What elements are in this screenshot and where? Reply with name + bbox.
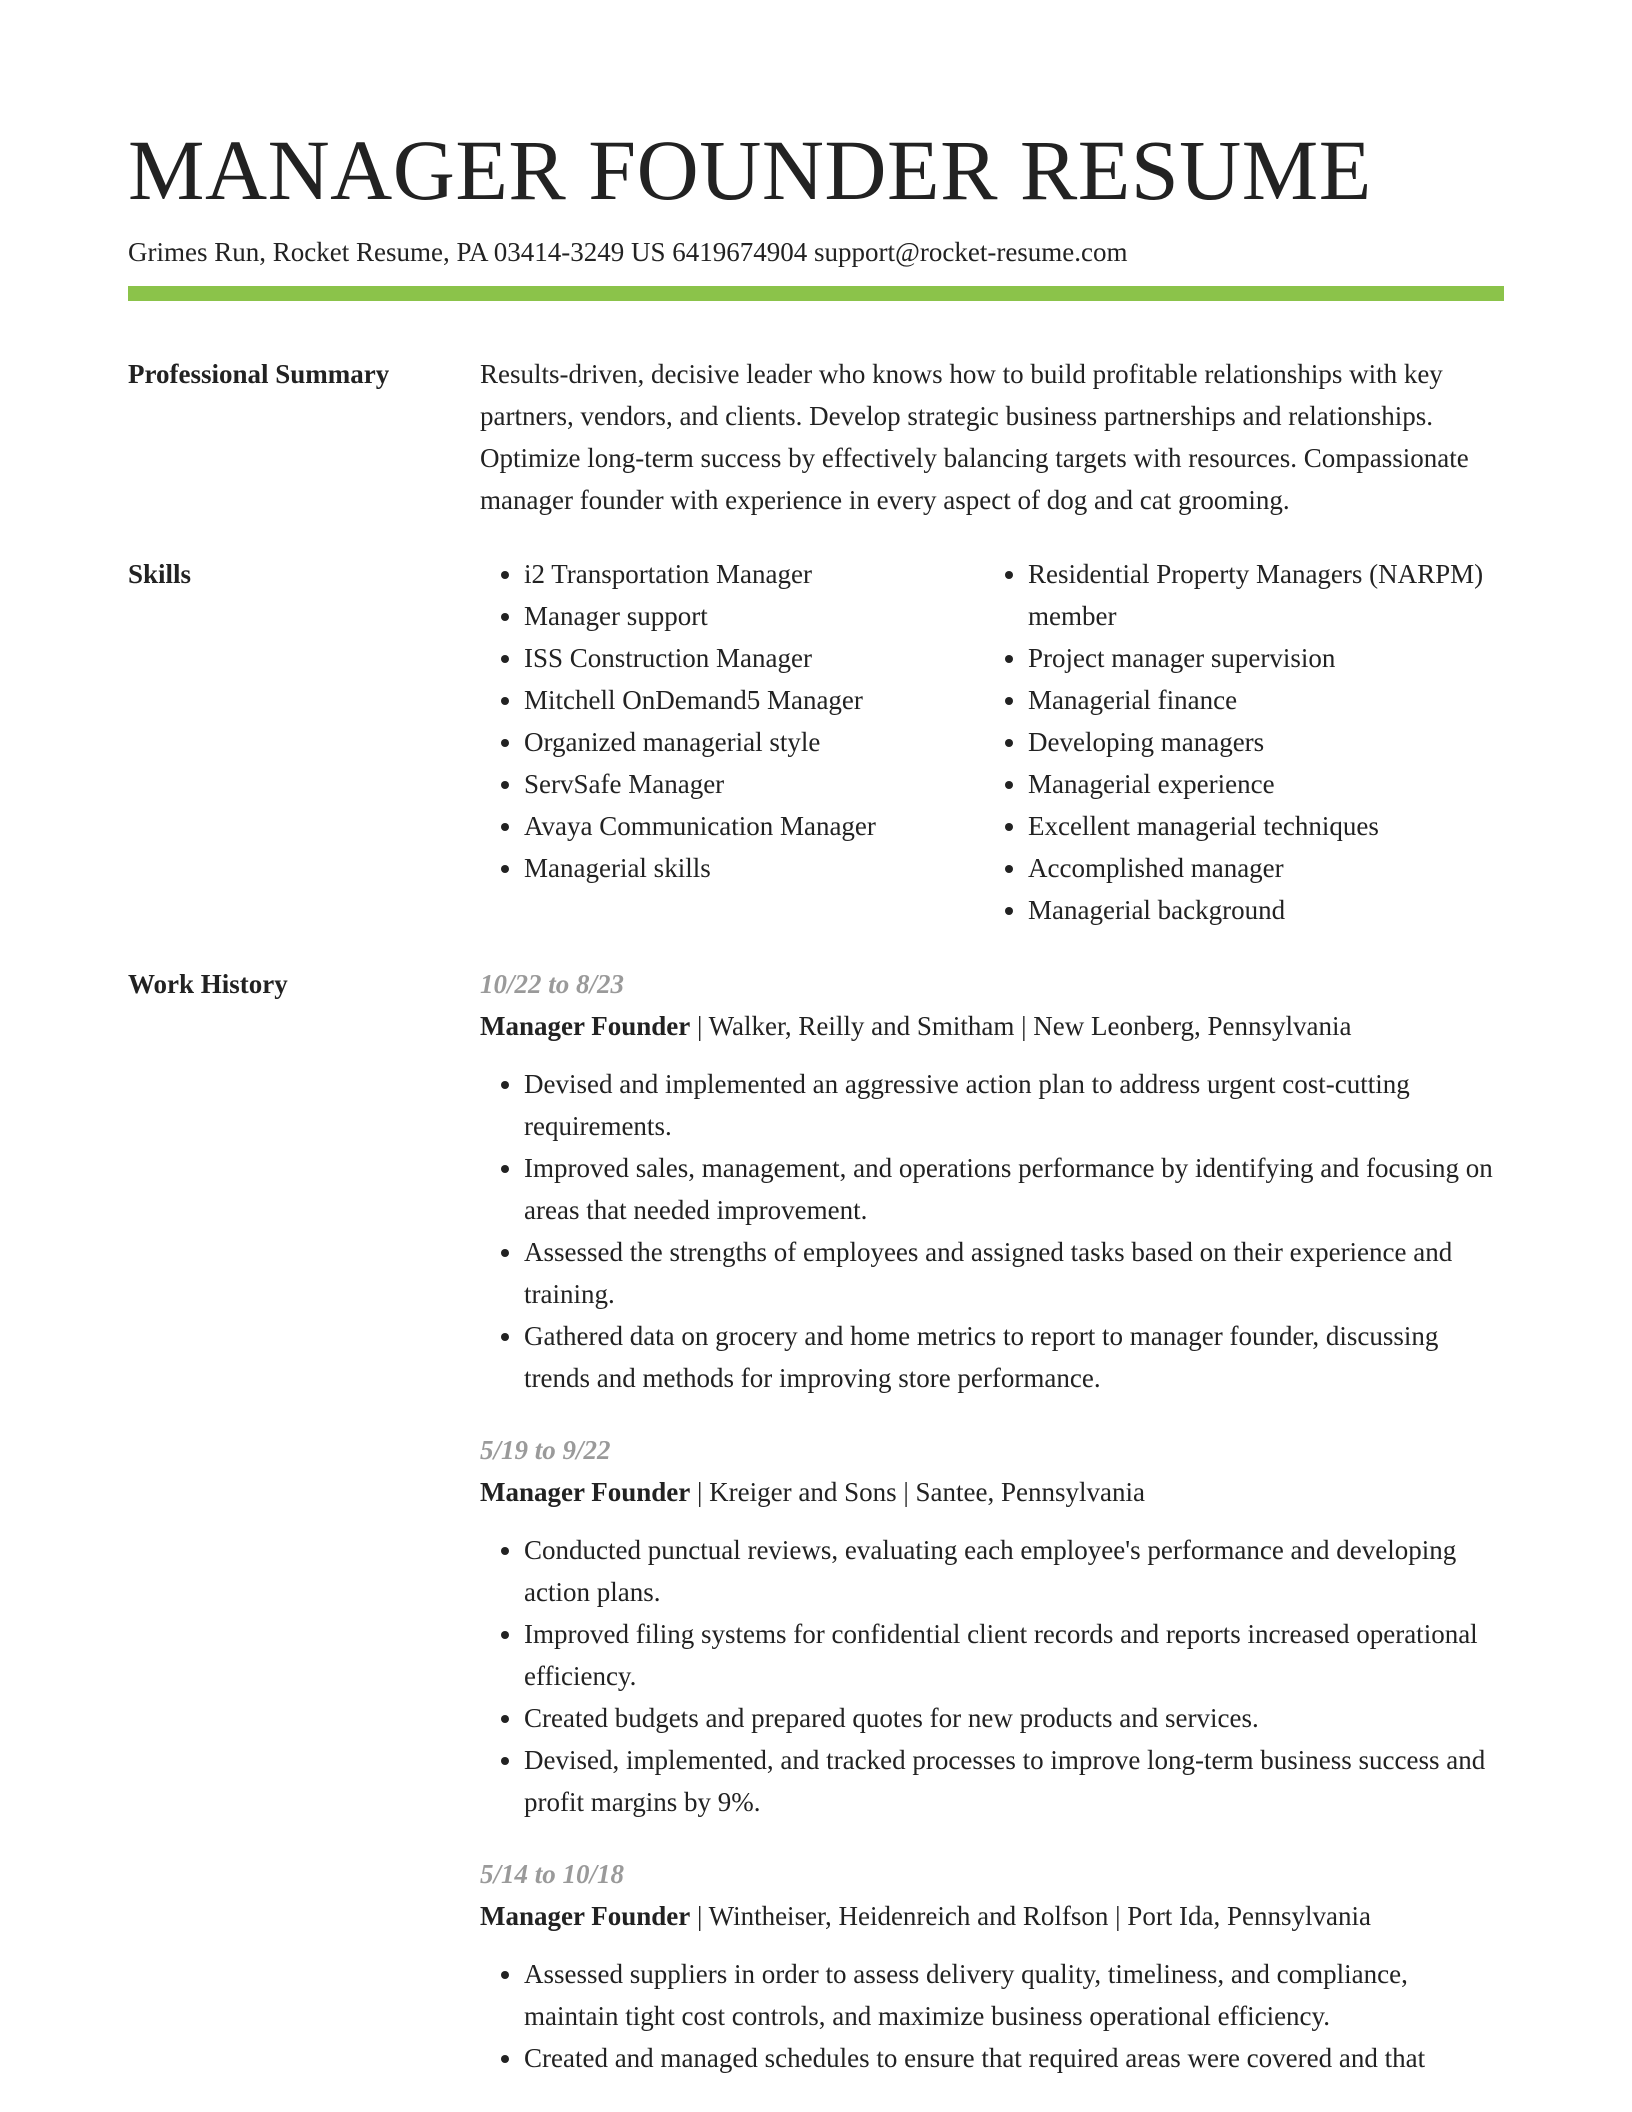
skill-item: • Developing managers	[1028, 721, 1504, 763]
job-dates: 10/22 to 8/23	[480, 969, 625, 999]
skill-item: • Managerial finance	[1028, 679, 1504, 721]
job-title: Manager Founder	[480, 1901, 691, 1931]
skills-list-left	[480, 553, 984, 931]
job-location: Santee, Pennsylvania	[915, 1477, 1145, 1507]
job-company: Wintheiser, Heidenreich and Rolfson	[708, 1901, 1109, 1931]
job-separator: |	[690, 1011, 709, 1041]
duty-item: • Devised and implemented an aggressive action plan to address urgent cost-cutting requirements.	[524, 1063, 1504, 1147]
job-separator: |	[1014, 1011, 1034, 1041]
job-separator: |	[690, 1477, 710, 1507]
duty-item: • Improved filing systems for confidential client records and reports increased operational efficiency.	[524, 1613, 1504, 1697]
skill-item: • Managerial background	[1028, 889, 1504, 931]
job-duties	[480, 1953, 1504, 2079]
skill-item: • Accomplished manager	[1028, 847, 1504, 889]
skills-list-right	[984, 553, 1504, 931]
contact-line: Grimes Run, Rocket Resume, PA 03414-3249 US 6419674904 support@rocket-resume.com	[128, 237, 1128, 267]
skill-item: • ServSafe Manager	[524, 763, 984, 805]
skill-item: • Avaya Communication Manager	[524, 805, 984, 847]
job-location: New Leonberg, Pennsylvania	[1033, 1011, 1352, 1041]
job-location: Port Ida, Pennsylvania	[1127, 1901, 1372, 1931]
skill-item: • Excellent managerial techniques	[1028, 805, 1504, 847]
skills-section	[128, 553, 1504, 931]
skill-item: • ISS Construction Manager	[524, 637, 984, 679]
resume-page	[128, 0, 1504, 2109]
duty-item: • Conducted punctual reviews, evaluating each employee's performance and developing action plans.	[524, 1529, 1504, 1613]
duty-item: • Improved sales, management, and operations performance by identifying and focusing on areas that needed improvement.	[524, 1147, 1504, 1231]
duty-item: • Created and managed schedules to ensure that required areas were covered and that	[524, 2037, 1504, 2079]
job-heading	[480, 1005, 1504, 1047]
resume-title: MANAGER FOUNDER RESUME	[128, 122, 1372, 218]
job-entry	[480, 963, 1504, 1399]
duty-item: • Created budgets and prepared quotes for new products and services.	[524, 1697, 1504, 1739]
duty-item: • Assessed suppliers in order to assess delivery quality, timeliness, and compliance, maintain tight cost controls, and maximize business operational efficiency.	[524, 1953, 1504, 2037]
duty-item: • Devised, implemented, and tracked processes to improve long-term business success and profit margins by 9%.	[524, 1739, 1504, 1823]
job-title: Manager Founder	[480, 1477, 691, 1507]
duty-item: • Assessed the strengths of employees and assigned tasks based on their experience and training.	[524, 1231, 1504, 1315]
job-title: Manager Founder	[480, 1011, 691, 1041]
job-entry	[480, 1429, 1504, 1823]
job-company: Kreiger and Sons	[709, 1477, 897, 1507]
skill-item: • Manager support	[524, 595, 984, 637]
job-heading	[480, 1471, 1504, 1513]
skill-item: • Organized managerial style	[524, 721, 984, 763]
accent-divider	[128, 286, 1504, 301]
job-duties	[480, 1529, 1504, 1823]
job-separator: |	[690, 1901, 709, 1931]
job-dates: 5/14 to 10/18	[480, 1859, 625, 1889]
skill-item: • Mitchell OnDemand5 Manager	[524, 679, 984, 721]
job-dates: 5/19 to 9/22	[480, 1435, 611, 1465]
summary-text: Results-driven, decisive leader who knows how to build profitable relationships with key partners, vendors, and clients. Develop strategic business partnerships and relationships. Optimize long-term success by effectively balancing targets with resources. Compassionate manager founder with experience in every aspect of dog and cat grooming.	[480, 359, 1469, 515]
duty-item: • Gathered data on grocery and home metrics to report to manager founder, discussing trends and methods for improving store performance.	[524, 1315, 1504, 1399]
skill-item: • Project manager supervision	[1028, 637, 1504, 679]
skill-item: • Managerial skills	[524, 847, 984, 889]
summary-section	[128, 353, 1504, 521]
job-company: Walker, Reilly and Smitham	[708, 1011, 1015, 1041]
job-duties	[480, 1063, 1504, 1399]
skills-heading: Skills	[128, 559, 192, 589]
skill-item: • Residential Property Managers (NARPM) member	[1028, 553, 1504, 637]
job-entry	[480, 1853, 1504, 2079]
skill-item: • Managerial experience	[1028, 763, 1504, 805]
job-separator: |	[1108, 1901, 1128, 1931]
skill-item: • i2 Transportation Manager	[524, 553, 984, 595]
job-separator: |	[896, 1477, 916, 1507]
job-heading	[480, 1895, 1504, 1937]
summary-heading: Professional Summary	[128, 359, 390, 389]
work-history-section	[128, 963, 1504, 2109]
work-history-heading: Work History	[128, 969, 288, 999]
